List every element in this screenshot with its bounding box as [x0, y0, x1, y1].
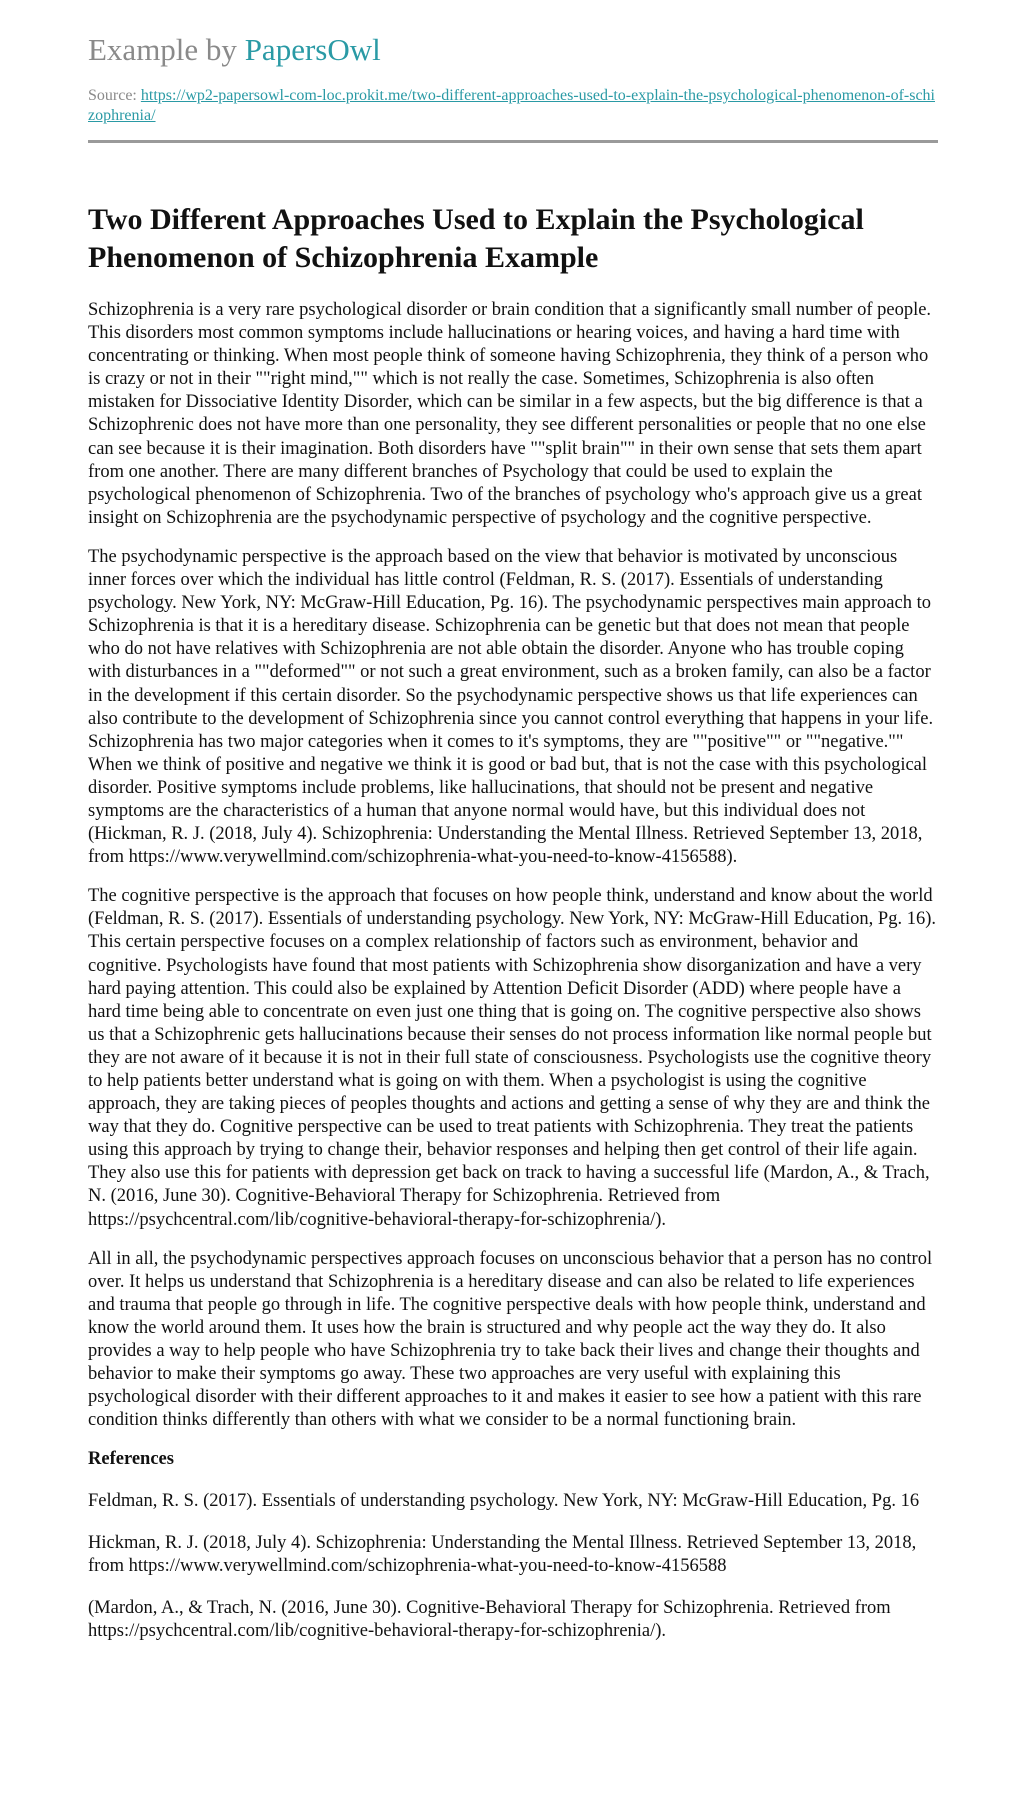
article-body	[88, 299, 936, 1432]
header-divider	[88, 140, 938, 143]
references-list	[88, 1490, 936, 1642]
references-heading: References	[88, 1449, 174, 1470]
brand-prefix: Example by	[88, 32, 245, 67]
source-label: Source:	[88, 87, 141, 104]
paragraph: The psychodynamic perspective is the approach based on the view that behavior is motivated by unconscious inner forces over which the individual has little control (Feldman, R. S. (2017). Essentials of understanding psychology. New York, NY: McGraw-Hill Education, Pg. 16). The psychodynamic perspectives main approach to Schizophrenia is that it is a hereditary disease. Schizophrenia can be genetic but that does not mean that people who do not have relatives with Schizophrenia are not able obtain the disorder. Anyone who has trouble coping with disturbances in a ""deformed"" or not such a great environment, such as a broken family, can also be a factor in the development if this certain disorder. So the psychodynamic perspective shows us that life experiences can also contribute to the development of Schizophrenia since you cannot control everything that happens in your life. Schizophrenia has two major categories when it comes to it's symptoms, they are ""positive"" or ""negative."" When we think of positive and negative we think it is good or bad but, that is not the case with this psychological disorder. Positive symptoms include problems, like hallucinations, that should not be present and negative symptoms are the characteristics of a human that anyone normal would have, but this individual does not (Hickman, R. J. (2018, July 4). Schizophrenia: Understanding the Mental Illness. Retrieved September 13, 2018, from https://www.verywellmind.com/schizophrenia-what-you-need-to-know-4156588).	[88, 546, 934, 868]
brand-heading	[88, 30, 936, 70]
reference-item: Hickman, R. J. (2018, July 4). Schizophrenia: Understanding the Mental Illness. Retrieved September 13, 2018, from https://www.verywellmind.com/schizophrenia-what-you-need-to-know-4156588	[88, 1532, 917, 1576]
source-line	[88, 86, 936, 126]
article-title: Two Different Approaches Used to Explain the Psychological Phenomenon of Schizophrenia Example	[88, 203, 864, 274]
reference-item: Feldman, R. S. (2017). Essentials of understanding psychology. New York, NY: McGraw-Hill Education, Pg. 16	[88, 1491, 920, 1512]
paragraph: All in all, the psychodynamic perspectives approach focuses on unconscious behavior that a person has no control over. It helps us understand that Schizophrenia is a hereditary disease and can also be related to life experiences and trauma that people go through in life. The cognitive perspective deals with how people think, understand and know the world around them. It uses how the brain is structured and why people act the way they do. It also provides a way to help people who have Schizophrenia try to take back their lives and change their thoughts and behavior to make their symptoms go away. These two approaches are very useful with explaining this psychological disorder with their different approaches to it and makes it easier to see how a patient with this rare condition thinks differently than others with what we consider to be a normal functioning brain.	[88, 1248, 933, 1431]
source-link[interactable]: https://wp2-papersowl-com-loc.prokit.me/two-different-approaches-used-to-explain-the-psychological-phenomenon-of-schizophrenia/	[88, 87, 935, 124]
brand-name: PapersOwl	[244, 32, 381, 67]
paragraph: The cognitive perspective is the approach that focuses on how people think, understand and know about the world (Feldman, R. S. (2017). Essentials of understanding psychology. New York, NY: McGraw-Hill Education, Pg. 16). This certain perspective focuses on a complex relationship of factors such as environment, behavior and cognitive. Psychologists have found that most patients with Schizophrenia show disorganization and have a very hard paying attention. This could also be explained by Attention Deficit Disorder (ADD) where people have a hard time being able to concentrate on even just one thing that is going on. The cognitive perspective also shows us that a Schizophrenic gets hallucinations because their senses do not process information like normal people but they are not aware of it because it is not in their full state of consciousness. Psychologists use the cognitive theory to help patients better understand what is going on with them. When a psychologist is using the cognitive approach, they are taking pieces of peoples thoughts and actions and getting a sense of why they are and think the way that they do. Cognitive perspective can be used to treat patients with Schizophrenia. They treat the patients using this approach by trying to change their, behavior responses and helping then get control of their life again. They also use this for patients with depression get back on track to having a successful life (Mardon, A., & Trach, N. (2016, June 30). Cognitive-Behavioral Therapy for Schizophrenia. Retrieved from https://psychcentral.com/lib/cognitive-behavioral-therapy-for-schizophrenia/).	[88, 886, 937, 1230]
reference-item: (Mardon, A., & Trach, N. (2016, June 30). Cognitive-Behavioral Therapy for Schizophrenia. Retrieved from https://psychcentral.com/lib/cognitive-behavioral-therapy-for-schizophrenia/).	[88, 1597, 891, 1641]
document-page	[88, 0, 936, 1643]
paragraph: Schizophrenia is a very rare psychological disorder or brain condition that a significantly small number of people. This disorders most common symptoms include hallucinations or hearing voices, and having a hard time with concentrating or thinking. When most people think of someone having Schizophrenia, they think of a person who is crazy or not in their ""right mind,"" which is not really the case. Sometimes, Schizophrenia is also often mistaken for Dissociative Identity Disorder, which can be similar in a few aspects, but the big difference is that a Schizophrenic does not have more than one personality, they see different personalities or people that no one else can see because it is their imagination. Both disorders have ""split brain"" in their own sense that sets them apart from one another. There are many different branches of Psychology that could be used to explain the psychological phenomenon of Schizophrenia. Two of the branches of psychology who's approach give us a great insight on Schizophrenia are the psychodynamic perspective of psychology and the cognitive perspective.	[88, 300, 932, 528]
